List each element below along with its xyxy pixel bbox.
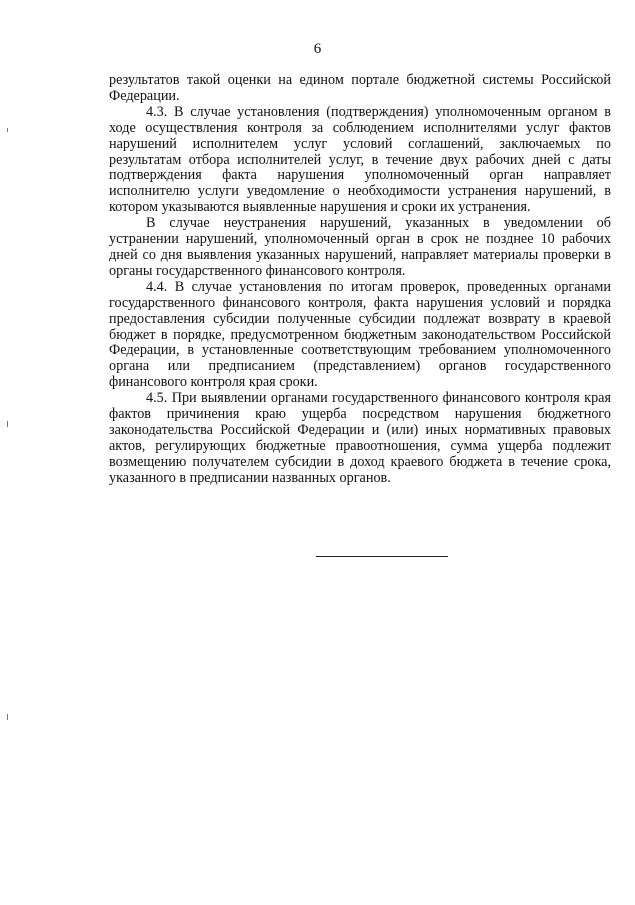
scan-margin-mark [7, 421, 8, 427]
paragraph-4-4: 4.4. В случае установления по итогам проверок, проведенных органами государственного финансового контроля, факта нарушения условий и порядка предоставления субсидии полученные субсидии подлежат возврату в краевой бюджет в порядке, предусмотренном бюджетным законодательством Российской Федерации, в установленные соответствующим требованием уполномоченного органа или предписанием (представлением) органов государственного финансового контроля края сроки. [109, 278, 611, 391]
paragraph-4-3: 4.3. В случае установления (подтверждения) уполномоченным органом в ходе осуществления контроля за соблюдением исполнителями услуг фактов нарушений исполнителем услуг условий соглашений, заключаемых по результатам отбора исполнителей услуг, в течение двух рабочих дней с даты подтверждения факта нарушения уполномоченный орган направляет исполнителю услуги уведомление о необходимости устранения нарушений, в котором указываются выявленные нарушения и сроки их устранения. [109, 103, 611, 216]
end-of-text-rule [316, 556, 448, 557]
document-body [109, 73, 611, 487]
paragraph-4-5: 4.5. При выявлении органами государственного финансового контроля края фактов причинения краю ущерба посредством нарушения бюджетного законодательства Российской Федерации и (или) иных нормативных правовых актов, регулирующих бюджетные правоотношения, сумма ущерба подлежит возмещению получателем субсидии в доход краевого бюджета в течение срока, указанного в предписании названных органов. [109, 390, 611, 486]
page-number: 6 [313, 41, 322, 57]
scan-margin-mark [7, 714, 8, 720]
scan-margin-mark [7, 128, 8, 132]
paragraph-unremedied-violations: В случае неустранения нарушений, указанных в уведомлении об устранении нарушений, уполномоченный орган в срок не позднее 10 рабочих дней со дня выявления указанных нарушений, направляет материалы проверки в органы государственного финансового контроля. [109, 215, 611, 279]
paragraph-continuation: результатов такой оценки на едином портале бюджетной системы Российской Федерации. [109, 72, 611, 104]
